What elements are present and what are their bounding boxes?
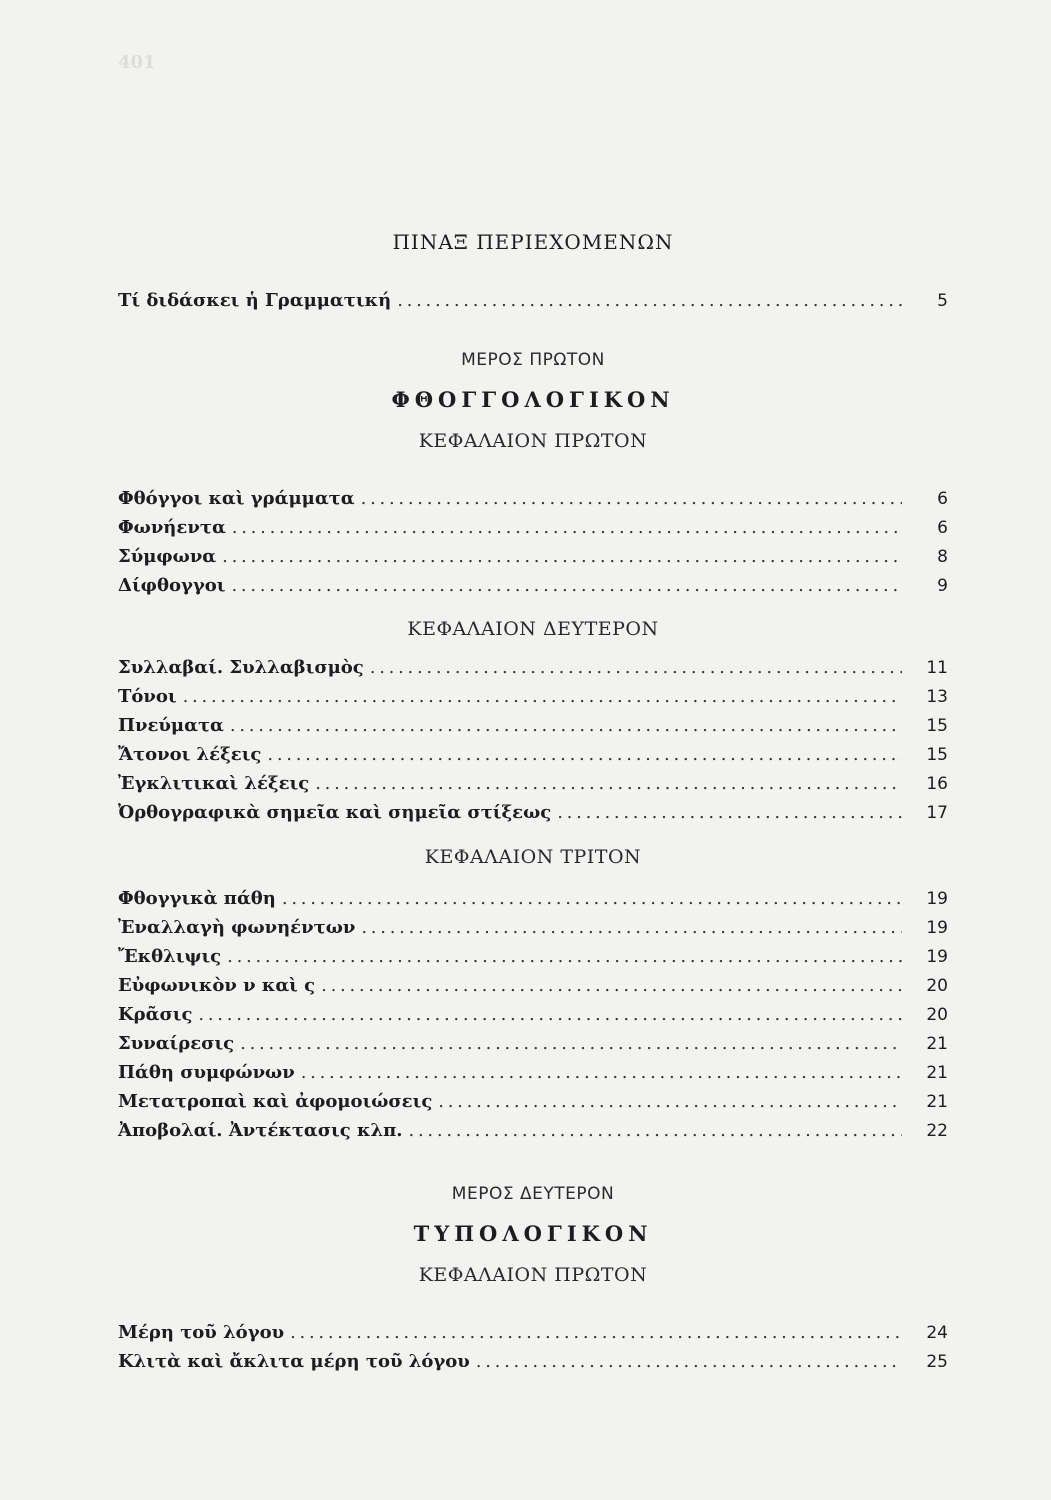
toc-entry-title: Κλιτὰ καὶ ἄκλιτα μέρη τοῦ λόγου: [118, 1351, 470, 1372]
toc-entry-title: Ὀρθογραφικὰ σημεῖα καὶ σημεῖα στίξεως: [118, 802, 552, 823]
toc-entry-title: Κρᾶσις: [118, 1004, 193, 1025]
toc-entry: [118, 1033, 948, 1059]
toc-entry: [118, 517, 948, 543]
toc-leader-dots: [232, 517, 902, 538]
toc-entry: [118, 546, 948, 572]
toc-entry: [118, 946, 948, 972]
toc-leader-dots: [267, 744, 902, 765]
toc-entry: [118, 686, 948, 712]
chapter-title: ΚΕΦΑΛΑΙΟΝ ΠΡΩΤΟΝ: [418, 1264, 648, 1286]
toc-leader-dots: [315, 773, 902, 794]
toc-entry-title: Φωνήεντα: [118, 517, 226, 538]
toc-leader-dots: [231, 575, 902, 596]
toc-entry: [118, 1322, 948, 1348]
part-label: ΜΕΡΟΣ ΔΕΥΤΕΡΟΝ: [451, 1184, 615, 1204]
toc-entry-title: Ἀποβολαί. Ἀντέκτασις κλπ.: [118, 1120, 403, 1141]
toc-entry-title: Πνεύματα: [118, 715, 224, 736]
toc-entry-page: 15: [926, 716, 948, 736]
toc-entry: [118, 1120, 948, 1146]
toc-entry-page: 8: [937, 547, 948, 567]
toc-entry: [118, 1351, 948, 1377]
toc-entry: [118, 773, 948, 799]
toc-entry-title: Τί διδάσκει ἡ Γραμματική: [118, 290, 392, 311]
toc-entry-title: Σύμφωνα: [118, 546, 217, 567]
toc-leader-dots: [370, 657, 902, 678]
toc-leader-dots: [397, 290, 902, 311]
toc-entry-page: 11: [926, 658, 948, 678]
toc-leader-dots: [361, 488, 902, 509]
toc-entry-title: Συναίρεσις: [118, 1033, 235, 1054]
toc-entry-page: 15: [926, 745, 948, 765]
toc-entry-page: 25: [926, 1352, 948, 1372]
chapter-title: ΚΕΦΑΛΑΙΟΝ ΤΡΙΤΟΝ: [424, 846, 642, 868]
toc-entry-title: Ἐγκλιτικαὶ λέξεις: [118, 773, 310, 794]
toc-entry-title: Ἔκθλιψις: [118, 946, 222, 967]
toc-entry-page: 20: [926, 1005, 948, 1025]
toc-entry-title: Εὐφωνικὸν ν καὶ ς: [118, 975, 316, 996]
toc-leader-dots: [438, 1091, 902, 1112]
toc-entry: [118, 917, 948, 943]
toc-entry-title: Μέρη τοῦ λόγου: [118, 1322, 285, 1343]
toc-leader-dots: [409, 1120, 902, 1141]
toc-entry-title: Μετατροπαὶ καὶ ἀφομοιώσεις: [118, 1091, 433, 1112]
toc-entry-page: 13: [926, 687, 948, 707]
toc-leader-dots: [476, 1351, 902, 1372]
part-label: ΜΕΡΟΣ ΠΡΩΤΟΝ: [461, 350, 605, 370]
toc-leader-dots: [222, 546, 902, 567]
toc-leader-dots: [240, 1033, 902, 1054]
part-title: ΦΘΟΓΓΟΛΟΓΙΚΟΝ: [391, 387, 675, 412]
toc-entry-page: 6: [937, 489, 948, 509]
toc-leader-dots: [230, 715, 902, 736]
toc-entry: [118, 802, 948, 828]
toc-leader-dots: [557, 802, 902, 823]
toc-entry: [118, 715, 948, 741]
toc-entry: [118, 1062, 948, 1088]
toc-leader-dots: [361, 917, 902, 938]
toc-entry-title: Συλλαβαί. Συλλαβισμὸς: [118, 657, 364, 678]
toc-entry: [118, 975, 948, 1001]
toc-entry-page: 19: [926, 889, 948, 909]
chapter-title: ΚΕΦΑΛΑΙΟΝ ΔΕΥΤΕΡΟΝ: [407, 618, 659, 640]
toc-entry-page: 20: [926, 976, 948, 996]
toc-entry-page: 24: [926, 1323, 948, 1343]
page-number: 401: [118, 52, 156, 73]
toc-entry-page: 21: [926, 1063, 948, 1083]
toc-leader-dots: [282, 888, 902, 909]
toc-entry: [118, 575, 948, 601]
toc-leader-dots: [227, 946, 902, 967]
toc-entry-title: Φθογγικὰ πάθη: [118, 888, 276, 909]
toc-entry-title: Τόνοι: [118, 686, 177, 707]
toc-leader-dots: [321, 975, 902, 996]
toc-entry: [118, 1091, 948, 1117]
toc-entry-page: 5: [937, 291, 948, 311]
toc-entry: [118, 657, 948, 683]
toc-entry: [118, 1004, 948, 1030]
toc-entry-page: 17: [926, 803, 948, 823]
toc-entry-page: 19: [926, 947, 948, 967]
toc-entry-title: Ἐναλλαγὴ φωνηέντων: [118, 917, 356, 938]
toc-entry-page: 21: [926, 1092, 948, 1112]
toc-entry-page: 6: [937, 518, 948, 538]
toc-leader-dots: [198, 1004, 902, 1025]
toc-entry-title: Δίφθογγοι: [118, 575, 226, 596]
toc-leader-dots: [290, 1322, 902, 1343]
toc-leader-dots: [301, 1062, 902, 1083]
page-title: ΠΙΝΑΞ ΠΕΡΙΕΧΟΜΕΝΩΝ: [392, 230, 674, 254]
toc-entry-title: Φθόγγοι καὶ γράμματα: [118, 488, 355, 509]
toc-entry: [118, 488, 948, 514]
toc-entry-page: 19: [926, 918, 948, 938]
chapter-title: ΚΕΦΑΛΑΙΟΝ ΠΡΩΤΟΝ: [418, 430, 648, 452]
toc-entry-page: 16: [926, 774, 948, 794]
toc-entry-title: Πάθη συμφώνων: [118, 1062, 295, 1083]
toc-entry: [118, 744, 948, 770]
part-title: ΤΥΠΟΛΟΓΙΚΟΝ: [413, 1221, 653, 1246]
toc-entry-page: 21: [926, 1034, 948, 1054]
toc-entry: [118, 290, 948, 316]
toc-entry-title: Ἄτονοι λέξεις: [118, 744, 262, 765]
toc-entry-page: 22: [926, 1121, 948, 1141]
toc-entry: [118, 888, 948, 914]
toc-leader-dots: [183, 686, 902, 707]
toc-entry-page: 9: [937, 576, 948, 596]
